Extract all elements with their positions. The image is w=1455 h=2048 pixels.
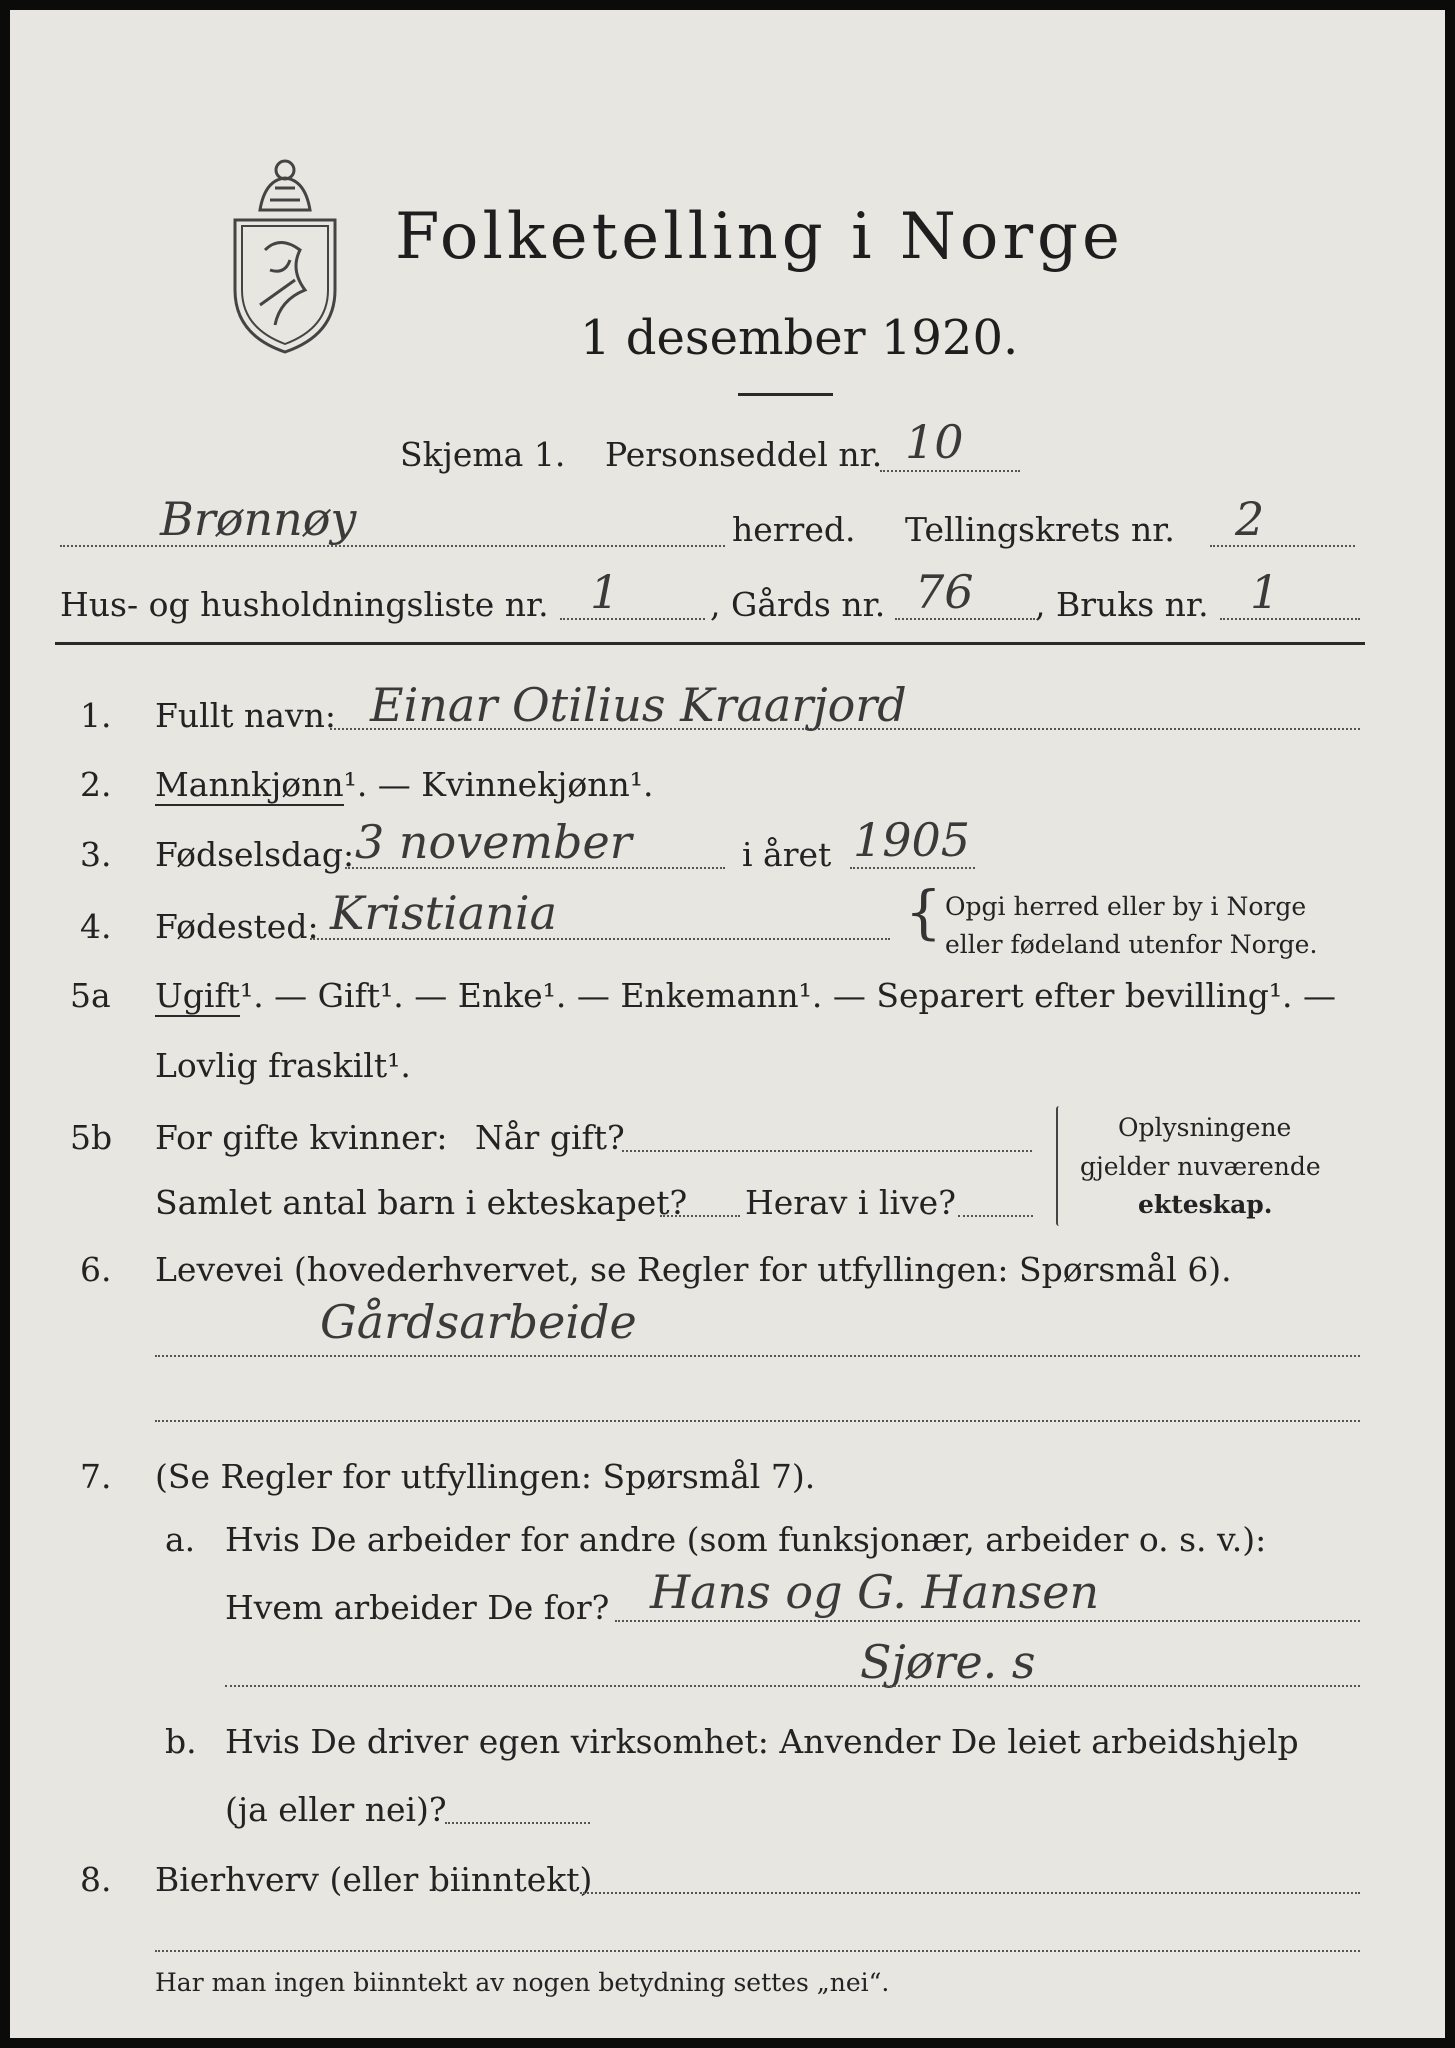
q2-number: 2.: [80, 765, 112, 804]
q2-sep: . —: [356, 765, 422, 804]
q2-kvinne: Kvinnekjønn: [421, 765, 630, 804]
q4-brace: {: [905, 878, 942, 946]
q6-number: 6.: [80, 1250, 112, 1289]
herred-label: herred.: [732, 510, 856, 549]
q5b-samlet-field-line: [660, 1215, 740, 1217]
husliste-value: 1: [590, 565, 620, 619]
q7b-number: b.: [165, 1722, 197, 1761]
personseddel-field-line: [880, 470, 1020, 472]
q7a-value: Hans og G. Hansen: [650, 1565, 1100, 1619]
q7a-question: Hvem arbeider De for?: [225, 1588, 610, 1627]
q6-value: Gårdsarbeide: [320, 1295, 637, 1349]
skjema-label: Skjema 1.: [400, 435, 566, 474]
title-divider: [738, 393, 833, 396]
q5a-number: 5a: [70, 976, 111, 1015]
q5b-samlet-label: Samlet antal barn i ekteskapet?: [155, 1183, 688, 1222]
q3-number: 3.: [80, 835, 112, 874]
q6-field-line-2: [155, 1420, 1360, 1422]
q7b-question: (ja eller nei)?: [225, 1790, 447, 1829]
q2-sup2: ¹: [629, 765, 644, 804]
q3-label: Fødselsdag:: [155, 835, 355, 874]
bruks-value: 1: [1250, 565, 1280, 619]
personseddel-label: Personseddel nr.: [605, 435, 883, 474]
q4-label: Fødested:: [155, 907, 319, 946]
tellingskrets-label: Tellingskrets nr.: [905, 510, 1175, 549]
q2-sup1: ¹: [343, 765, 357, 804]
bruks-field-line: [1220, 618, 1360, 620]
q5b-number: 5b: [70, 1118, 113, 1157]
husliste-field-line: [560, 618, 705, 620]
q6-label: Levevei (hovederhvervet, se Regler for utfyllingen: Spørsmål 6).: [155, 1250, 1232, 1289]
footer-note: Har man ingen biinntekt av nogen betydning settes „nei“.: [155, 1968, 890, 1997]
q7a-field-line-1: [615, 1620, 1360, 1622]
q4-note-1: Opgi herred eller by i Norge: [945, 892, 1307, 921]
q7b-text: Hvis De driver egen virksomhet: Anvender De leiet arbeidshjelp: [225, 1722, 1299, 1761]
herred-value: Brønnøy: [160, 492, 357, 546]
q2-end: .: [643, 765, 654, 804]
q2-options: [155, 765, 654, 804]
q8-field-line-1: [580, 1892, 1360, 1894]
q5b-herav-field-line: [958, 1215, 1033, 1217]
q7a-number: a.: [165, 1520, 196, 1559]
q7a-value-2: Sjøre. s: [860, 1635, 1036, 1689]
personseddel-value: 10: [905, 415, 964, 469]
q2-mann: Mannkjønn: [155, 765, 344, 804]
coat-of-arms-icon: [220, 140, 350, 360]
q1-value: Einar Otilius Kraarjord: [370, 678, 907, 732]
q7a-text: Hvis De arbeider for andre (som funksjonær, arbeider o. s. v.):: [225, 1520, 1267, 1559]
q7b-field-line: [445, 1822, 590, 1824]
husliste-label: Hus- og husholdningsliste nr.: [60, 585, 549, 624]
bruks-label: , Bruks nr.: [1035, 585, 1209, 624]
q8-label: Bierhverv (eller biinntekt): [155, 1860, 593, 1899]
q6-field-line-1: [155, 1355, 1360, 1357]
q3-value: 3 november: [355, 815, 632, 869]
gards-label: , Gårds nr.: [710, 585, 886, 624]
q1-number: 1.: [80, 696, 112, 735]
q4-number: 4.: [80, 907, 112, 946]
q1-label: Fullt navn:: [155, 696, 336, 735]
q5b-note-1: Oplysningene: [1118, 1113, 1292, 1142]
q8-number: 8.: [80, 1860, 112, 1899]
q3-year-value: 1905: [853, 813, 971, 867]
tellingskrets-value: 2: [1235, 492, 1265, 546]
q7-label: (Se Regler for utfyllingen: Spørsmål 7).: [155, 1457, 816, 1496]
q5b-herav-label: Herav i live?: [745, 1183, 956, 1222]
gards-value: 76: [915, 565, 974, 619]
q5b-note-3: ekteskap.: [1138, 1190, 1273, 1219]
q5b-bracket: [1056, 1106, 1062, 1226]
header-divider: [55, 642, 1365, 645]
form-title: Folketelling i Norge: [395, 200, 1124, 274]
q3-year-field-line: [850, 867, 975, 869]
census-form: [10, 10, 1445, 2038]
q5b-label: For gifte kvinner:: [155, 1118, 448, 1157]
q5a-line-2: Lovlig fraskilt¹.: [155, 1046, 411, 1085]
q3-year-label: i året: [742, 835, 832, 874]
q5a-ugift: Ugift: [155, 976, 240, 1015]
q7a-field-line-2: [225, 1685, 1360, 1687]
q5b-note-2: gjelder nuværende: [1080, 1152, 1321, 1181]
q5a-rest: ¹. — Gift¹. — Enke¹. — Enkemann¹. — Separert efter bevilling¹. —: [239, 976, 1337, 1015]
q8-field-line-2: [155, 1950, 1360, 1952]
q4-value: Kristiania: [330, 886, 558, 940]
q4-note-2: eller fødeland utenfor Norge.: [945, 930, 1318, 959]
q7-number: 7.: [80, 1457, 112, 1496]
form-date: 1 desember 1920.: [580, 310, 1019, 366]
q5b-naar-field-line: [622, 1150, 1032, 1152]
q5a-options: [155, 976, 1336, 1015]
tellingskrets-field-line: [1210, 545, 1355, 547]
q5b-naar-label: Når gift?: [475, 1118, 625, 1157]
